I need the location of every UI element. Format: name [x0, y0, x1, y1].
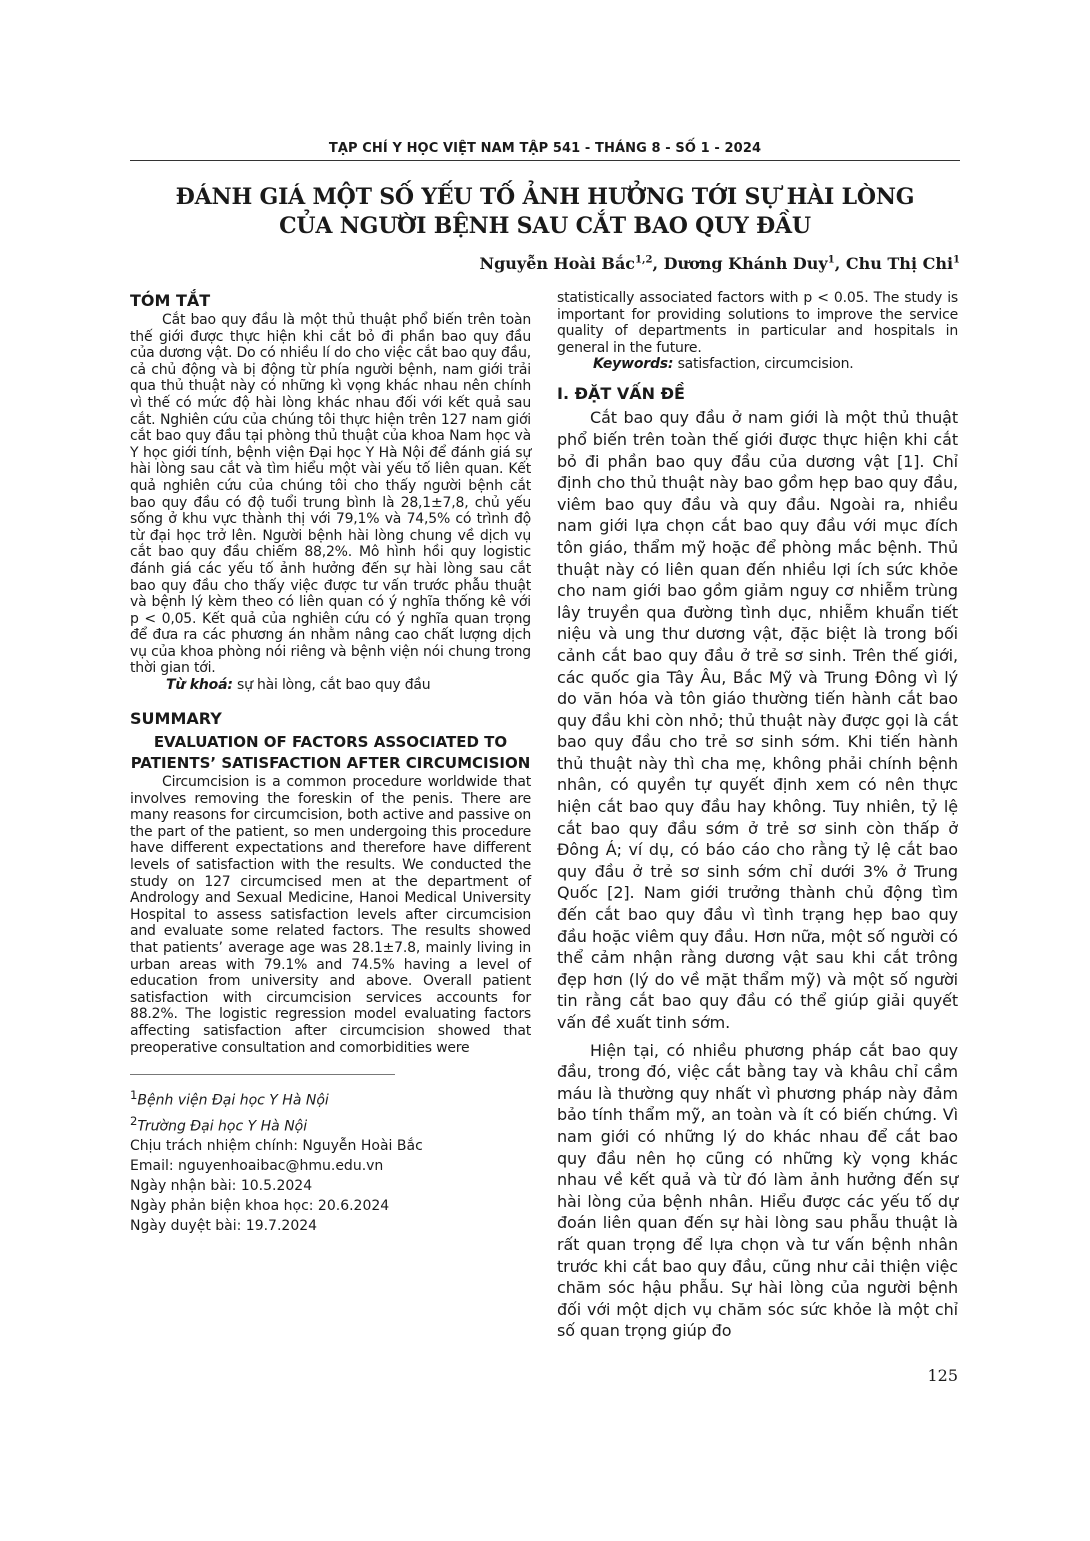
- journal-header: TẠP CHÍ Y HỌC VIỆT NAM TẬP 541 - THÁNG 8 - SỐ 1 - 2024: [328, 141, 762, 156]
- header-rule: [130, 160, 960, 161]
- author-name: Dương Khánh Duy: [663, 254, 828, 273]
- footnote: Ngày duyệt bài: 19.7.2024: [130, 1218, 318, 1235]
- keywords-label: Keywords:: [593, 356, 674, 373]
- footnote: [130, 1085, 531, 1111]
- left-column: [130, 290, 531, 1236]
- footnote: [130, 1111, 531, 1137]
- author-name: Chu Thị Chi: [845, 254, 954, 273]
- author-list: [479, 254, 960, 273]
- title-line-1: ĐÁNH GIÁ MỘT SỐ YẾU TỐ ẢNH HƯỞNG TỚI SỰ HÀI LÒNG: [175, 184, 915, 210]
- footnotes: [130, 1085, 531, 1236]
- footnote-marker: 2: [130, 1113, 138, 1128]
- footnote: Email: nguyenhoaibac@hmu.edu.vn: [130, 1158, 384, 1175]
- abstract-vi-heading: TÓM TẮT: [130, 291, 211, 310]
- article-title: [130, 183, 960, 241]
- footnote-rule: [130, 1074, 395, 1075]
- footnote: Ngày nhận bài: 10.5.2024: [130, 1178, 313, 1195]
- right-column: [557, 290, 958, 1342]
- summary-title: EVALUATION OF FACTORS ASSOCIATED TO PATIENTS’ SATISFACTION AFTER CIRCUMCISION: [130, 733, 531, 773]
- author-separator: ,: [652, 254, 664, 273]
- summary-heading: SUMMARY: [130, 709, 222, 729]
- footnote: Chịu trách nhiệm chính: Nguyễn Hoài Bắc: [130, 1138, 423, 1155]
- author-affiliation: 1: [953, 254, 960, 266]
- abstract-vi-keywords: [130, 677, 531, 694]
- title-line-2: CỦA NGƯỜI BỆNH SAU CẮT BAO QUY ĐẦU: [279, 213, 811, 239]
- summary-keywords: [557, 356, 958, 373]
- abstract-vi-text: Cắt bao quy đầu là một thủ thuật phổ biến trên toàn thế giới được thực hiện khi cắt bỏ đi phần bao quy đầu của dương vật. Do có nhiều lí do cho việc cắt bao quy đầu, cả chủ động và bị động từ phía người bệnh, nam giới trải qua thủ thuật này có những kì vọng khác nhau nên chính vì thế có mức độ hài lòng khác nhau đối với kết quả sau cắt. Nghiên cứu của chúng tôi thực hiện trên 127 nam giới cắt bao quy đầu tại phòng thủ thuật của khoa Nam học và Y học giới tính, bệnh viện Đại học Y Hà Nội để đánh giá sự hài lòng sau cắt và tìm hiểu một vài yếu tố liên quan. Kết quả nghiên cứu của chúng tôi cho thấy người bệnh cắt bao quy đầu có độ tuổi trung bình là 28,1±7,8, chủ yếu sống ở khu vực thành thị với 79,1% và 74,5% có trình độ từ đại học trở lên. Người bệnh hài lòng chung về dịch vụ cắt bao quy đầu chiếm 88,2%. Mô hình hồi quy logistic đánh giá các yếu tố ảnh hưởng đến sự hài lòng sau cắt bao quy đầu cho thấy việc được tư vấn trước phẫu thuật và bệnh lý kèm theo có liên quan có ý nghĩa thống kê với p < 0,05. Kết quả của nghiên cứu có ý nghĩa quan trọng để đưa ra các phương án nhằm nâng cao chất lượng dịch vụ của khoa phòng nói riêng và bệnh viện nói chung trong thời gian tới.: [130, 312, 531, 677]
- footnote-text: Bệnh viện Đại học Y Hà Nội: [137, 1092, 329, 1109]
- keywords-value: satisfaction, circumcision.: [673, 356, 854, 373]
- section-1-paragraph: Cắt bao quy đầu ở nam giới là một thủ thuật phổ biến trên toàn thế giới được thực hiện khi cắt bỏ đi phần bao quy đầu của dương vật [1]. Chỉ định cho thủ thuật này bao gồm hẹp bao quy đầu, viêm bao quy đầu và quy đầu. Ngoài ra, nhiều nam giới lựa chọn cắt bao quy đầu với mục đích tôn giáo, thẩm mỹ hoặc để phòng mắc bệnh. Thủ thuật này có liên quan đến nhiều lợi ích sức khỏe cho nam giới bao gồm giảm nguy cơ nhiễm trùng lây truyền qua đường tình dục, nhiễm khuẩn tiết niệu và ung thư dương vật, đặc biệt là trong bối cảnh cắt bao quy đầu ở trẻ sơ sinh. Trên thế giới, các quốc gia Tây Âu, Bắc Mỹ và Trung Đông vì lý do văn hóa và tôn giáo thường tiến hành cắt bao quy đầu khi còn nhỏ; thủ thuật này được gọi là cắt bao quy đầu cho trẻ sơ sinh sớm. Khi tiến hành thủ thuật này thì cha mẹ, không phải chính bệnh nhân, có quyền tự quyết định xem có nên thực hiện cắt bao quy đầu hay không. Tuy nhiên, tỷ lệ cắt bao quy đầu sớm ở trẻ sơ sinh còn thấp ở Đông Á; ví dụ, có báo cáo cho rằng tỷ lệ cắt bao quy đầu ở trẻ sơ sinh sớm chỉ dưới 3% ở Trung Quốc [2]. Nam giới trưởng thành chủ động tìm đến cắt bao quy đầu vì tình trạng hẹp bao quy đầu hoặc viêm quy đầu. Hơn nữa, một số người có thể cảm nhận rằng dương vật sau khi cắt trông đẹp hơn (lý do về mặt thẩm mỹ) và một số người tin rằng cắt bao quy đầu có thể giúp giải quyết vấn đề xuất tinh sớm.: [557, 408, 958, 1032]
- footnote: Ngày phản biện khoa học: 20.6.2024: [130, 1198, 390, 1215]
- keywords-value: sự hài lòng, cắt bao quy đầu: [232, 677, 431, 694]
- author-name: Nguyễn Hoài Bắc: [479, 254, 636, 273]
- section-1-heading: I. ĐẶT VẤN ĐỀ: [557, 384, 685, 404]
- page-number: 125: [927, 1366, 958, 1385]
- footnote-marker: 1: [130, 1088, 138, 1103]
- author-affiliation: 1,2: [635, 254, 653, 266]
- footnote-text: Trường Đại học Y Hà Nội: [137, 1118, 308, 1135]
- summary-text-left: Circumcision is a common procedure worldwide that involves removing the foreskin of the penis. There are many reasons for circumcision, both active and passive on the part of the patient, so men undergoing this procedure have different expectations and therefore have different levels of satisfaction with the results. We conducted the study on 127 circumcised men at the department of Andrology and Sexual Medicine, Hanoi Medical University Hospital to assess satisfaction levels after circumcision and evaluate some related factors. The results showed that patients’ average age was 28.1±7.8, mainly living in urban areas with 79.1% and 74.5% having a level of education from university and above. Overall patient satisfaction with circumcision services accounts for 88.2%. The logistic regression model evaluating factors affecting satisfaction after circumcision showed that preoperative consultation and comorbidities were: [130, 774, 531, 1056]
- summary-text-right: statistically associated factors with p < 0.05. The study is important for providing solutions to improve the service quality of departments in particular and hospitals in general in the future.: [557, 290, 958, 356]
- author-separator: ,: [834, 254, 846, 273]
- section-1-paragraph: Hiện tại, có nhiều phương pháp cắt bao quy đầu, trong đó, việc cắt bằng tay và khâu chỉ cầm máu là thường quy nhất vì phương pháp này đảm bảo tính thẩm mỹ, an toàn và ít có biến chứng. Vì nam giới có những lý do khác nhau để cắt bao quy đầu nên họ cũng có những kỳ vọng khác nhau về kết quả và từ đó làm ảnh hưởng đến sự hài lòng của bệnh nhân. Hiểu được các yếu tố dự đoán liên quan đến sự hài lòng sau phẫu thuật là rất quan trọng để lựa chọn và tư vấn bệnh nhân trước khi cắt bao quy đầu, cũng như cải thiện việc chăm sóc hậu phẫu. Sự hài lòng của người bệnh đối với một dịch vụ chăm sóc sức khỏe là một chỉ số quan trọng giúp đo: [557, 1040, 958, 1341]
- keywords-label: Từ khoá:: [166, 677, 233, 694]
- author-affiliation: 1: [827, 254, 835, 266]
